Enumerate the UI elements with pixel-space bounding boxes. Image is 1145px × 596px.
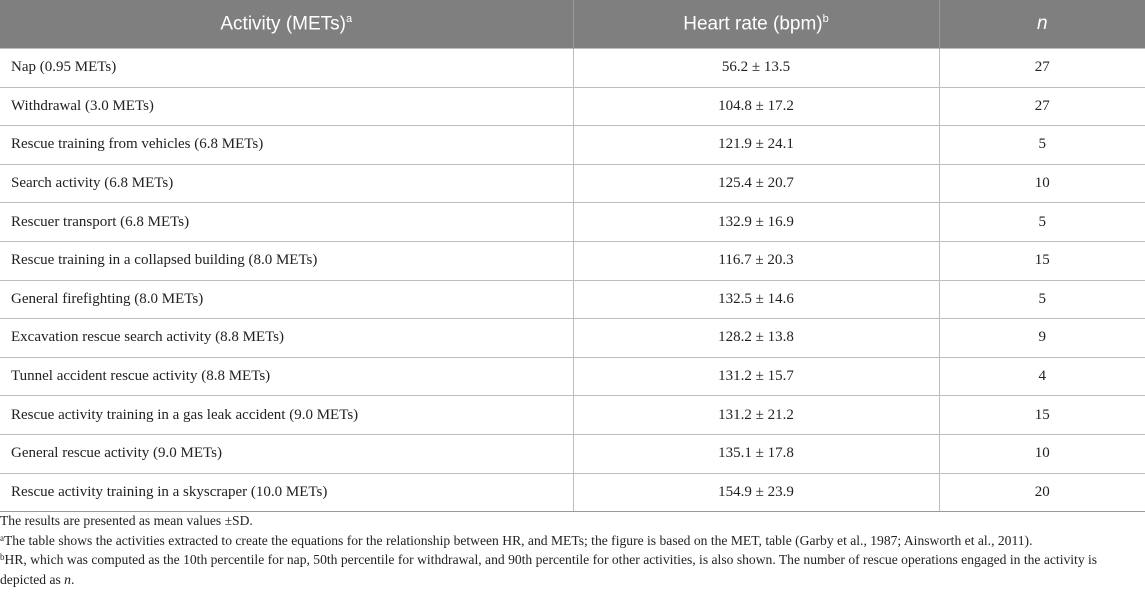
table-row (0, 473, 1145, 512)
cell-n: 15 (939, 241, 1145, 280)
column-header-heart-rate-label: Heart rate (bpm) (683, 13, 823, 35)
table-row (0, 126, 1145, 165)
cell-heart-rate: 131.2 ± 21.2 (573, 396, 939, 435)
cell-n: 10 (939, 164, 1145, 203)
table-row (0, 319, 1145, 358)
note-a (0, 531, 1140, 551)
cell-activity: General firefighting (8.0 METs) (0, 280, 573, 319)
footnote-marker-b: b (822, 12, 829, 25)
table-header-row (0, 0, 1145, 49)
cell-heart-rate: 56.2 ± 13.5 (573, 49, 939, 88)
cell-n: 27 (939, 87, 1145, 126)
cell-activity: Rescue training from vehicles (6.8 METs) (0, 126, 573, 165)
cell-heart-rate: 154.9 ± 23.9 (573, 473, 939, 512)
cell-heart-rate: 132.5 ± 14.6 (573, 280, 939, 319)
note-b-marker: b (0, 552, 5, 562)
cell-activity: Rescue activity training in a gas leak accident (9.0 METs) (0, 396, 573, 435)
cell-activity: Withdrawal (3.0 METs) (0, 87, 573, 126)
table-row (0, 280, 1145, 319)
cell-heart-rate: 104.8 ± 17.2 (573, 87, 939, 126)
table-notes (0, 511, 1140, 589)
cell-activity: Rescuer transport (6.8 METs) (0, 203, 573, 242)
cell-heart-rate: 125.4 ± 20.7 (573, 164, 939, 203)
table-row (0, 241, 1145, 280)
column-header-activity-label: Activity (METs) (220, 13, 346, 35)
note-b-n: n (64, 571, 71, 587)
note-a-text: The table shows the activities extracted to create the equations for the relationship between HR, and METs; the figure is based on the MET, table (Garby et al., 1987; Ainsworth et al., 2011). (4, 532, 1033, 548)
table-row (0, 396, 1145, 435)
table-row (0, 357, 1145, 396)
column-header-n: n (939, 0, 1145, 49)
table-row (0, 49, 1145, 88)
cell-heart-rate: 121.9 ± 24.1 (573, 126, 939, 165)
cell-activity: Tunnel accident rescue activity (8.8 METs) (0, 357, 573, 396)
cell-heart-rate: 116.7 ± 20.3 (573, 241, 939, 280)
cell-n: 20 (939, 473, 1145, 512)
table-row (0, 203, 1145, 242)
table-row (0, 434, 1145, 473)
cell-n: 5 (939, 280, 1145, 319)
cell-activity: Nap (0.95 METs) (0, 49, 573, 88)
cell-heart-rate: 131.2 ± 15.7 (573, 357, 939, 396)
footnote-marker-a: a (345, 12, 353, 25)
cell-n: 9 (939, 319, 1145, 358)
cell-activity: General rescue activity (9.0 METs) (0, 434, 573, 473)
note-b-text: HR, which was computed as the 10th percentile for nap, 50th percentile for withdrawal, and 90th percentile for other activities, is also shown. The number of rescue operations engaged in the activity is depicted as (0, 552, 1098, 587)
cell-activity: Excavation rescue search activity (8.8 METs) (0, 319, 573, 358)
note-summary: The results are presented as mean values ±SD. (0, 513, 253, 528)
table-row (0, 87, 1145, 126)
column-header-activity (0, 0, 573, 49)
cell-activity: Search activity (6.8 METs) (0, 164, 573, 203)
cell-heart-rate: 135.1 ± 17.8 (573, 434, 939, 473)
cell-n: 5 (939, 203, 1145, 242)
cell-n: 15 (939, 396, 1145, 435)
note-b (0, 550, 1140, 589)
cell-heart-rate: 128.2 ± 13.8 (573, 319, 939, 358)
cell-activity: Rescue activity training in a skyscraper (10.0 METs) (0, 473, 573, 512)
note-a-marker: a (0, 532, 4, 543)
cell-heart-rate: 132.9 ± 16.9 (573, 203, 939, 242)
table-body (0, 49, 1145, 512)
cell-n: 10 (939, 434, 1145, 473)
cell-activity: Rescue training in a collapsed building (8.0 METs) (0, 241, 573, 280)
table-row (0, 164, 1145, 203)
note-b-end: . (70, 571, 75, 587)
cell-n: 27 (939, 49, 1145, 88)
cell-n: 4 (939, 357, 1145, 396)
column-header-heart-rate (573, 0, 939, 49)
cell-n: 5 (939, 126, 1145, 165)
